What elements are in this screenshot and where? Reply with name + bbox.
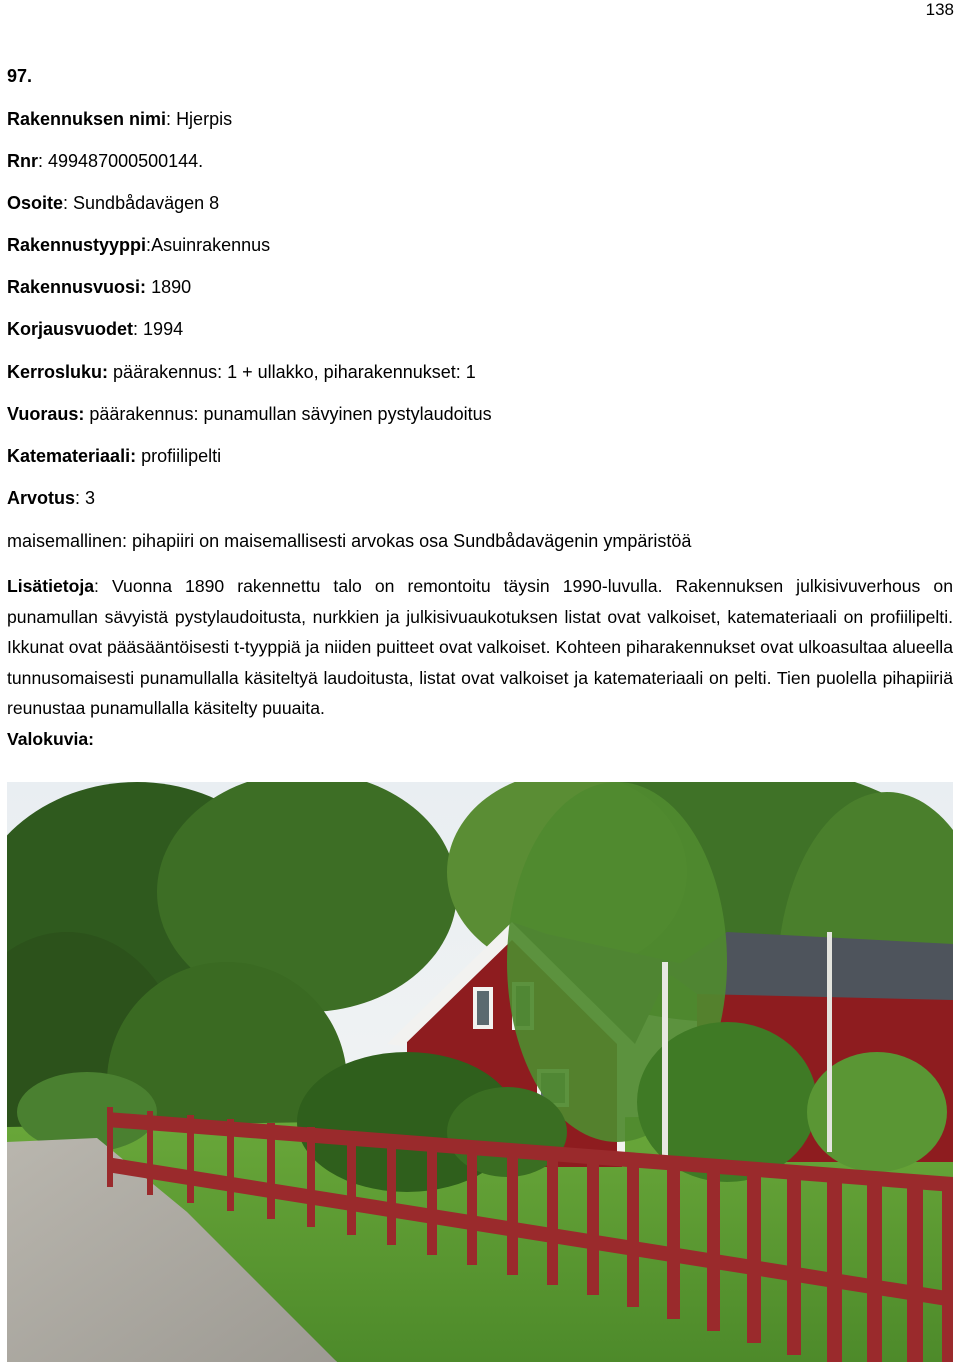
field-value: 499487000500144. xyxy=(48,151,204,171)
separator: : xyxy=(94,576,112,596)
field-label: Katemateriaali: xyxy=(7,446,137,466)
field-value: päärakennus: 1 + ullakko, piharakennukset: 1 xyxy=(113,362,476,382)
field-value: 1890 xyxy=(151,277,192,297)
entry-number: 97. xyxy=(7,66,33,86)
additional-label: Lisätietoja xyxy=(7,576,95,596)
photos-label: Valokuvia: xyxy=(7,728,95,749)
field-floors xyxy=(7,361,476,383)
field-value: päärakennus: punamullan sävyinen pystylaudoitus xyxy=(89,404,492,424)
landscape-note: maisemallinen: pihapiiri on maisemallisesti arvokas osa Sundbådavägenin ympäristöä xyxy=(7,531,692,551)
field-label: Rnr xyxy=(7,151,38,171)
field-value: Hjerpis xyxy=(176,109,233,129)
field-label: Vuoraus: xyxy=(7,404,85,424)
additional-info xyxy=(7,571,953,754)
separator: : xyxy=(75,488,86,508)
separator: : xyxy=(63,193,74,213)
page-number: 138 xyxy=(925,0,954,19)
field-label: Kerrosluku: xyxy=(7,362,109,382)
field-value: Asuinrakennus xyxy=(151,235,271,255)
field-label: Osoite xyxy=(7,193,64,213)
field-label: Rakennustyyppi xyxy=(7,235,147,255)
separator: : xyxy=(38,151,49,171)
field-value: Sundbådavägen 8 xyxy=(73,193,220,213)
field-label: Rakennusvuosi: xyxy=(7,277,147,297)
field-roof xyxy=(7,445,221,467)
separator: : xyxy=(146,235,152,255)
field-value: 1994 xyxy=(143,319,184,339)
house-photo xyxy=(7,782,953,1362)
field-name xyxy=(7,108,232,130)
field-label: Rakennuksen nimi xyxy=(7,109,167,129)
field-cladding xyxy=(7,403,492,425)
separator: : xyxy=(166,109,177,129)
field-value: 3 xyxy=(85,488,96,508)
field-address xyxy=(7,192,219,214)
field-rating xyxy=(7,487,95,509)
field-label: Korjausvuodet xyxy=(7,319,134,339)
separator: : xyxy=(133,319,144,339)
field-value: profiilipelti xyxy=(141,446,222,466)
field-type xyxy=(7,234,270,256)
field-year xyxy=(7,276,191,298)
field-label: Arvotus xyxy=(7,488,76,508)
field-rnr xyxy=(7,150,203,172)
additional-text: Vuonna 1890 rakennettu talo on remontoitu täysin 1990-luvulla. Rakennuksen julkisivuverhous on punamullan sävyistä pystylaudoitusta, nurkkien ja julkisivuaukotuksen listat ovat valkoiset, katemateriaali on profiilipelti. Ikkunat ovat pääsääntöisesti t-tyyppiä ja niiden puitteet ovat valkoiset. Kohteen piharakennukset ovat ulkoasultaa alueella tunnusomaisesti punamullalla käsiteltyä laudoitusta, listat ovat valkoiset ja katemateriaali on pelti. Tien puolella pihapiiriä reunustaa punamullalla käsitelty puuaita. xyxy=(7,576,953,718)
field-repair-years xyxy=(7,318,183,340)
